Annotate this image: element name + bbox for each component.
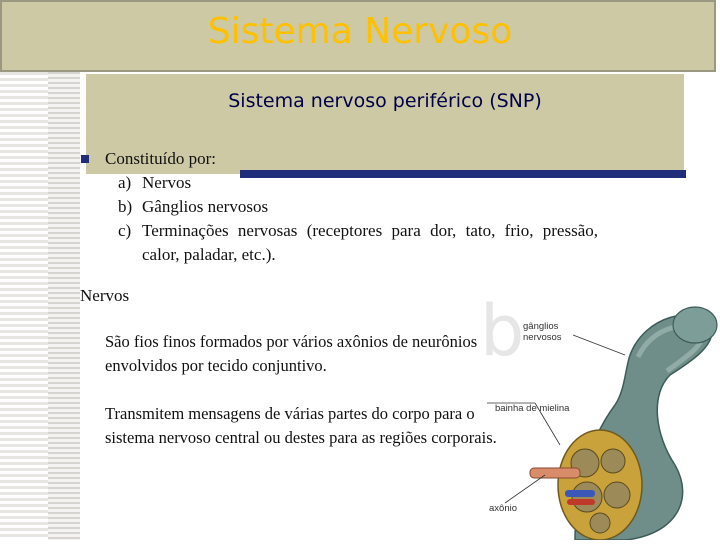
slide-title: Sistema Nervoso — [207, 11, 513, 52]
ganglios-label: gânglios nervosos — [523, 321, 562, 343]
nervos-paragraph-1: São fios finos formados por vários axônios de neurônios envolvidos por tecido conjuntivo. — [105, 332, 478, 375]
list-item — [118, 195, 598, 219]
decorative-stripes-inner — [48, 72, 80, 540]
slide-subtitle: Sistema nervoso periférico (SNP) — [228, 90, 542, 112]
decorative-stripes — [0, 72, 80, 540]
constituents-list — [118, 171, 598, 267]
list-item-label: b) — [118, 197, 133, 216]
list-item — [118, 219, 598, 267]
nervos-heading: Nervos — [80, 286, 130, 305]
title-banner — [0, 0, 716, 72]
list-item-text: Gânglios nervosos — [142, 197, 269, 216]
list-item-text: Terminações nervosas (receptores para dor, tato, frio, pressão, calor, paladar, etc.). — [142, 221, 598, 264]
bullet-square-icon — [81, 155, 89, 163]
list-item — [118, 171, 598, 195]
nerve-illustration — [475, 285, 720, 540]
nervos-paragraph-2: Transmitem mensagens de várias partes do corpo para o sistema nervoso central ou destes para as regiões corporais. — [105, 404, 497, 447]
section-heading: Constituído por: — [105, 149, 216, 168]
list-item-label: a) — [118, 173, 132, 192]
bainha-label: bainha de mielina — [495, 403, 570, 414]
list-item-text: Nervos — [142, 173, 192, 192]
svg-text:b: b — [480, 290, 525, 372]
list-item-label: c) — [118, 221, 132, 240]
axonio-label: axônio — [489, 503, 517, 514]
